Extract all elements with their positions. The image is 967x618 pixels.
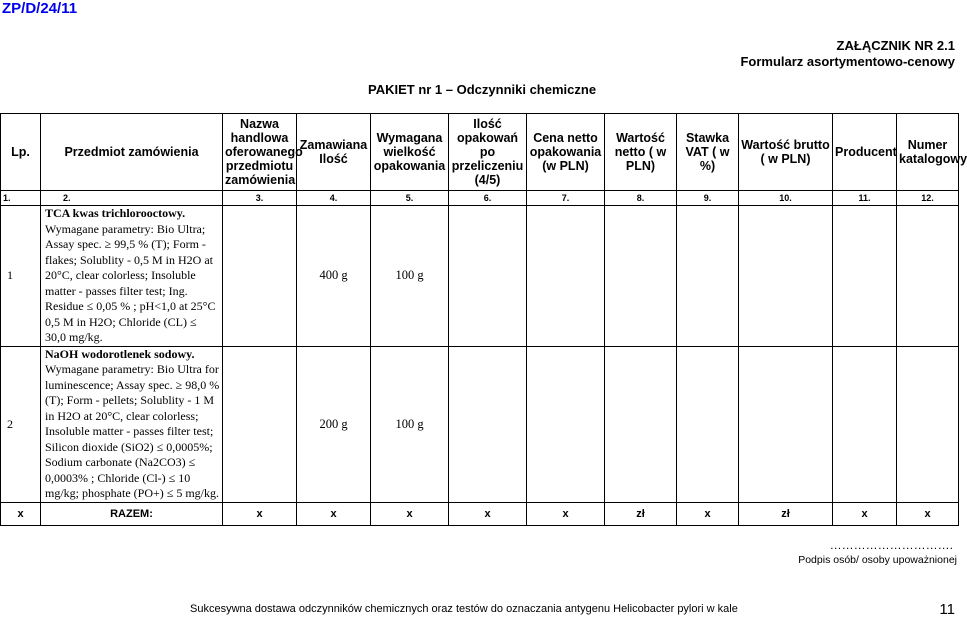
annex-number: ZAŁĄCZNIK NR 2.1 [836, 38, 955, 53]
annex-header [740, 38, 955, 70]
vat-rate-cell[interactable] [677, 206, 739, 347]
producer-cell[interactable] [833, 206, 897, 347]
summary-cell: x [897, 502, 959, 525]
net-price-cell[interactable] [527, 346, 605, 502]
header-net-value: Wartość netto ( w PLN) [605, 114, 677, 191]
summary-label: RAZEM: [41, 502, 223, 525]
row-description [41, 346, 223, 502]
summary-cell: x [677, 502, 739, 525]
col-num: 11. [833, 191, 897, 206]
summary-cell: x [297, 502, 371, 525]
summary-cell: x [1, 502, 41, 525]
col-num: 5. [371, 191, 449, 206]
document-id: ZP/D/24/11 [2, 0, 78, 17]
gross-value-cell[interactable] [739, 346, 833, 502]
col-num: 10. [739, 191, 833, 206]
row-quantity: 400 g [297, 206, 371, 347]
summary-cell: x [833, 502, 897, 525]
header-subject: Przedmiot zamówienia [41, 114, 223, 191]
row-title: TCA kwas trichlorooctowy. [45, 206, 186, 220]
net-value-cell[interactable] [605, 346, 677, 502]
header-ordered-qty: Zamawiana Ilość [297, 114, 371, 191]
col-num: 9. [677, 191, 739, 206]
package-title: PAKIET nr 1 – Odczynniki chemiczne [368, 82, 597, 97]
row-description [41, 206, 223, 347]
col-num: 12. [897, 191, 959, 206]
header-lp: Lp. [1, 114, 41, 191]
signature-line: …………………………. [829, 538, 953, 552]
header-pack-size: Wymagana wielkość opakowania [371, 114, 449, 191]
row-requirements: Wymagane parametry: Bio Ultra for luminescence; Assay spec. ≥ 98,0 % (T); Form - pellets; Solublity - 1 M in H2O at 20°C, clear colorless; Insoluble matter - passes filter test; Silicon dioxide (SiO2) ≤ 0,0005%; Sodium carbonate (Na2CO3) ≤ 0,0003% ; Chloride (Cl-) ≤ 10 mg/kg; phosphate (PO+) ≤ 5 mg/kg. [45, 362, 220, 500]
net-value-cell[interactable] [605, 206, 677, 347]
header-vat-rate: Stawka VAT ( w %) [677, 114, 739, 191]
col-num: 4. [297, 191, 371, 206]
row-pack-size: 100 g [371, 206, 449, 347]
summary-cell: x [371, 502, 449, 525]
summary-cell: x [527, 502, 605, 525]
row-pack-size: 100 g [371, 346, 449, 502]
col-num: 2. [41, 191, 223, 206]
row-lp: 1 [1, 206, 41, 347]
col-num: 7. [527, 191, 605, 206]
col-num: 1. [1, 191, 41, 206]
summary-cell: x [449, 502, 527, 525]
footer-text: Sukcesywna dostawa odczynników chemicznych oraz testów do oznaczania antygenu Helicobacter pylori w kale [190, 603, 738, 615]
table-row [1, 346, 959, 502]
summary-cell: x [223, 502, 297, 525]
trade-name-cell[interactable] [223, 346, 297, 502]
summary-row [1, 502, 959, 525]
gross-value-cell[interactable] [739, 206, 833, 347]
signature-label: Podpis osób/ osoby upoważnionej [798, 554, 957, 566]
producer-cell[interactable] [833, 346, 897, 502]
catalog-number-cell[interactable] [897, 346, 959, 502]
page-number: 11 [939, 601, 955, 618]
header-pack-count: Ilość opakowań po przeliczeniu (4/5) [449, 114, 527, 191]
header-net-price: Cena netto opakowania (w PLN) [527, 114, 605, 191]
summary-gross-total: zł [739, 502, 833, 525]
col-num: 6. [449, 191, 527, 206]
vat-rate-cell[interactable] [677, 346, 739, 502]
header-producer: Producent [833, 114, 897, 191]
pack-count-cell[interactable] [449, 346, 527, 502]
column-number-row [1, 191, 959, 206]
trade-name-cell[interactable] [223, 206, 297, 347]
row-requirements: Wymagane parametry: Bio Ultra; Assay spec. ≥ 99,5 % (T); Form - flakes; Solublity - 0,5 M in H2O at 20°C, clear colorless; Insoluble matter - passes filter test; Ing. Residue ≤ 0,05 % ; pH<1,0 at 25°C 0,5 M in H2O; Chloride (CL) ≤ 30,0 mg/kg. [45, 221, 216, 344]
summary-net-total: zł [605, 502, 677, 525]
table-row [1, 206, 959, 347]
catalog-number-cell[interactable] [897, 206, 959, 347]
table-header-row [1, 114, 959, 191]
annex-form-title: Formularz asortymentowo-cenowy [740, 54, 955, 69]
col-num: 3. [223, 191, 297, 206]
col-num: 8. [605, 191, 677, 206]
price-table [0, 113, 967, 526]
header-catalog-number: Numer katalogowy [897, 114, 959, 191]
row-title: NaOH wodorotlenek sodowy. [45, 346, 195, 361]
net-price-cell[interactable] [527, 206, 605, 347]
row-quantity: 200 g [297, 346, 371, 502]
pack-count-cell[interactable] [449, 206, 527, 347]
header-gross-value: Wartość brutto ( w PLN) [739, 114, 833, 191]
header-trade-name: Nazwa handlowa oferowanego przedmiotu zamówienia [223, 114, 297, 191]
row-lp: 2 [1, 346, 41, 502]
